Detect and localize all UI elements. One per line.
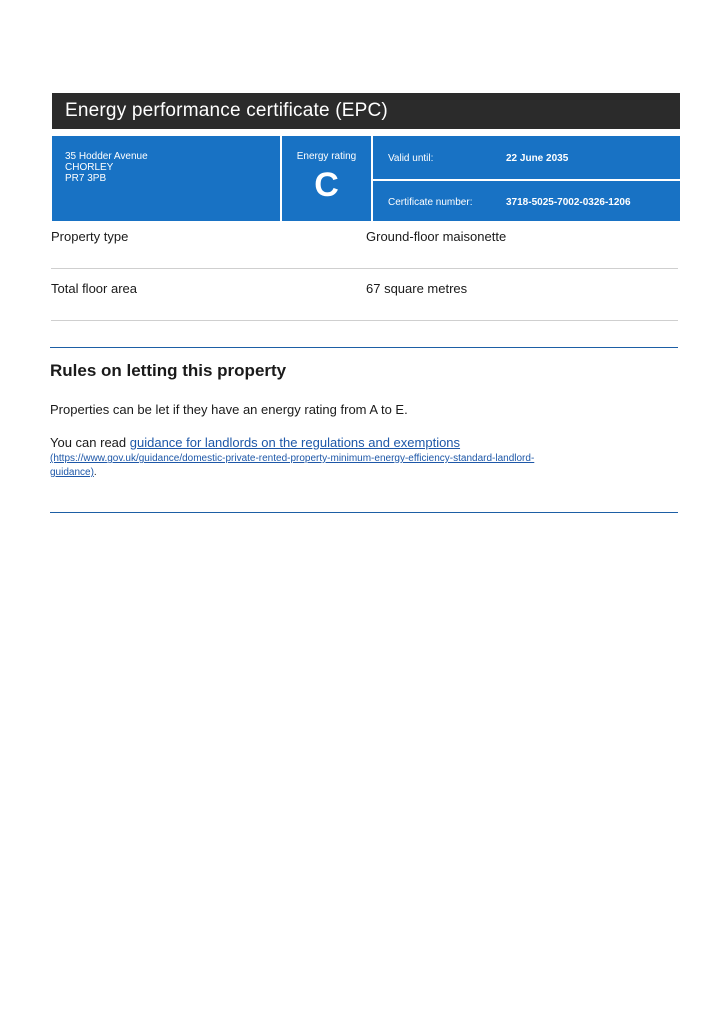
- floor-area-row: [51, 276, 678, 321]
- certificate-number-label: Certificate number:: [388, 197, 473, 208]
- energy-rating-label: Energy rating: [296, 151, 357, 162]
- guidance-url-end: .: [93, 467, 97, 478]
- guidance-url-line[interactable]: guidance): [50, 467, 94, 478]
- guidance-paragraph: [50, 435, 460, 450]
- letting-rule-text: Properties can be let if they have an energy rating from A to E.: [50, 402, 408, 417]
- certificate-title: Energy performance certificate (EPC): [52, 93, 680, 129]
- floor-area-label: Total floor area: [51, 281, 137, 296]
- guidance-prefix: You can read: [50, 435, 130, 450]
- guidance-url-line[interactable]: (https://www.gov.uk/guidance/domestic-private-rented-property-minimum-energy-efficiency-standard-landlord-: [50, 453, 535, 464]
- certificate-number-box: [373, 181, 680, 221]
- energy-rating-letter: C: [314, 166, 339, 204]
- floor-area-value: 67 square metres: [366, 281, 468, 296]
- address-line: PR7 3PB: [65, 173, 107, 184]
- guidance-link[interactable]: guidance for landlords on the regulations and exemptions: [129, 435, 461, 450]
- address-line: 35 Hodder Avenue: [65, 151, 148, 162]
- certificate-header: [52, 136, 680, 221]
- section-divider: [50, 512, 678, 513]
- guidance-url[interactable]: [50, 452, 650, 480]
- address-line: CHORLEY: [65, 162, 114, 173]
- energy-rating-box: [282, 136, 371, 221]
- property-type-label: Property type: [51, 229, 129, 244]
- property-type-value: Ground-floor maisonette: [366, 229, 507, 244]
- property-type-row: [51, 224, 678, 269]
- valid-until-label: Valid until:: [388, 153, 434, 164]
- certificate-number-value: 3718-5025-7002-0326-1206: [506, 197, 631, 208]
- section-divider: [50, 347, 678, 348]
- property-address: [52, 136, 280, 221]
- letting-rules-heading: Rules on letting this property: [50, 361, 287, 380]
- valid-until-value: 22 June 2035: [506, 153, 569, 164]
- valid-until-box: [373, 136, 680, 179]
